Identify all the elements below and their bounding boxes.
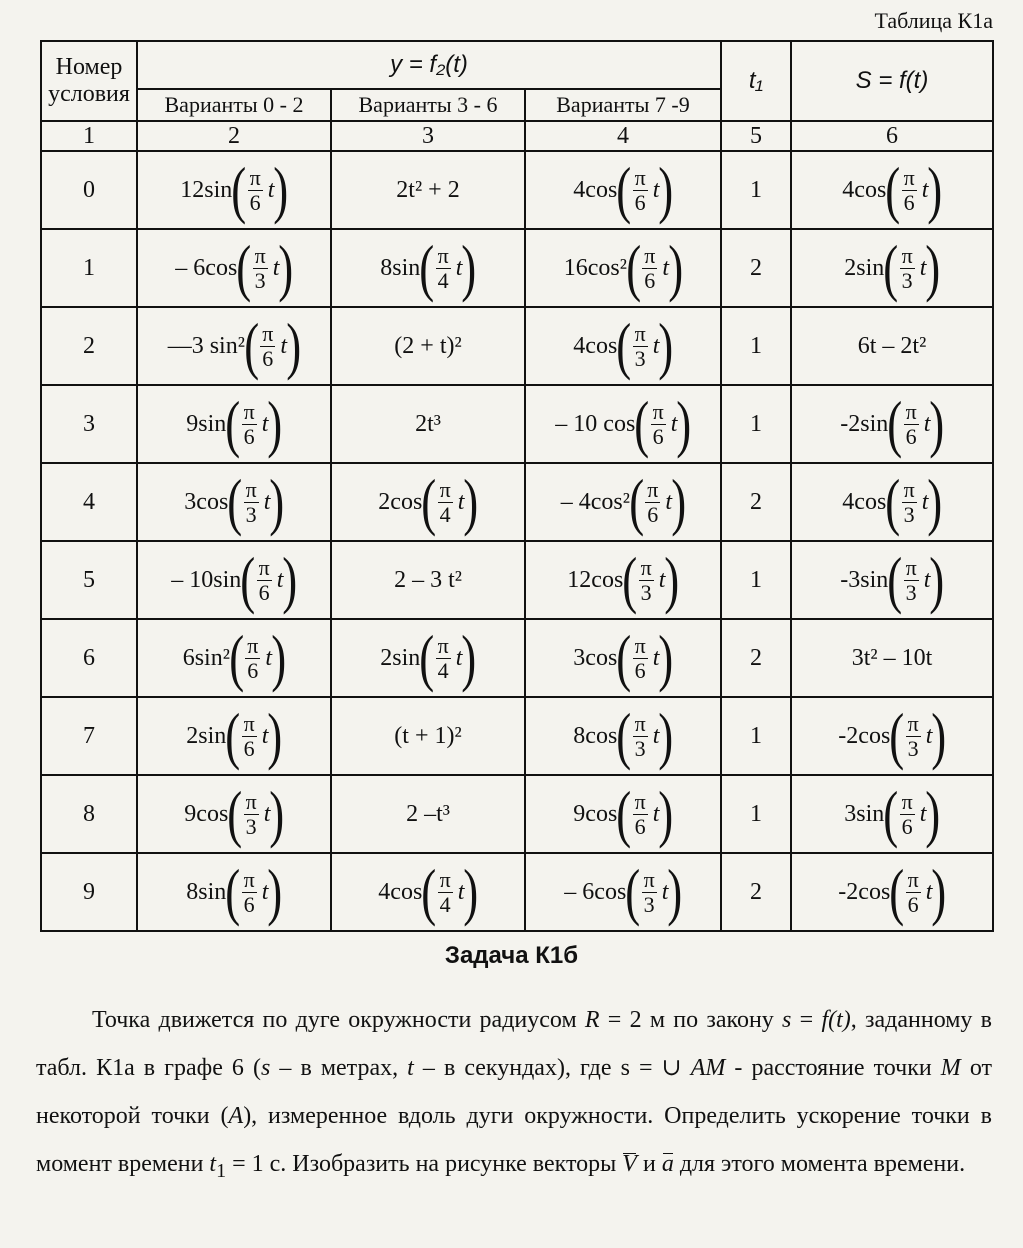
variant-0-2-cell <box>137 775 331 853</box>
table-row <box>41 697 993 775</box>
variant-0-2-cell <box>137 151 331 229</box>
table-row <box>41 775 993 853</box>
table-caption: Таблица К1а <box>874 8 993 33</box>
s-func-cell <box>791 619 993 697</box>
variant-7-9-cell <box>525 619 721 697</box>
acceleration-vector: a <box>661 1151 674 1177</box>
variant-3-6-cell <box>331 697 525 775</box>
col-number: 5 <box>721 121 791 151</box>
formula: 2cos ( $\frac{\pi}{4}$ t ) <box>378 466 479 537</box>
formula: – 6cos ( $\frac{\pi}{3}$ t ) <box>564 856 683 927</box>
variant-3-6-cell <box>331 775 525 853</box>
variant-0-2-cell <box>137 385 331 463</box>
formula-text: (t + 1)² <box>394 722 462 749</box>
header-variant-3-6: Варианты 3 - 6 <box>331 89 525 121</box>
table-row <box>41 463 993 541</box>
formula: 3sin ( $\frac{\pi}{6}$ t ) <box>844 778 941 849</box>
t1-cell: 1 <box>721 151 791 229</box>
s-func-cell <box>791 697 993 775</box>
variant-3-6-cell <box>331 541 525 619</box>
variant-7-9-cell <box>525 853 721 931</box>
s-func-cell <box>791 463 993 541</box>
variant-7-9-cell <box>525 307 721 385</box>
formula: 4cos ( $\frac{\pi}{3}$ t ) <box>573 310 674 381</box>
t1-cell: 2 <box>721 619 791 697</box>
formula: 4cos ( $\frac{\pi}{3}$ t ) <box>842 466 943 537</box>
formula: 6sin² ( $\frac{\pi}{6}$ t ) <box>182 622 287 693</box>
t1-cell: 1 <box>721 775 791 853</box>
formula: 4cos ( $\frac{\pi}{6}$ t ) <box>842 154 943 225</box>
col-number: 4 <box>525 121 721 151</box>
formula-text: (2 + t)² <box>394 332 462 359</box>
variant-0-2-cell <box>137 619 331 697</box>
formula: 2sin ( $\frac{\pi}{3}$ t ) <box>844 232 941 303</box>
variant-0-2-cell <box>137 463 331 541</box>
col-number: 2 <box>137 121 331 151</box>
variant-3-6-cell <box>331 151 525 229</box>
formula: -2cos ( $\frac{\pi}{6}$ t ) <box>838 856 947 927</box>
col-number: 6 <box>791 121 993 151</box>
formula-text: 2 – 3 t² <box>394 566 462 593</box>
variant-3-6-cell <box>331 463 525 541</box>
table-row <box>41 229 993 307</box>
col-number: 3 <box>331 121 525 151</box>
variant-0-2-cell <box>137 853 331 931</box>
variant-7-9-cell <box>525 463 721 541</box>
formula: 8cos ( $\frac{\pi}{3}$ t ) <box>573 700 674 771</box>
header-variant-7-9: Варианты 7 -9 <box>525 89 721 121</box>
header-s-func: S = f(t) <box>791 41 993 121</box>
table-row <box>41 307 993 385</box>
variant-7-9-cell <box>525 229 721 307</box>
t1-cell: 2 <box>721 229 791 307</box>
formula: -2sin ( $\frac{\pi}{6}$ t ) <box>840 388 945 459</box>
formula: 4cos ( $\frac{\pi}{6}$ t ) <box>573 154 674 225</box>
variant-0-2-cell <box>137 307 331 385</box>
variant-0-2-cell <box>137 229 331 307</box>
condition-number: 9 <box>41 853 137 931</box>
formula-text: 6t – 2t² <box>857 332 927 359</box>
variant-7-9-cell <box>525 697 721 775</box>
table-row <box>41 541 993 619</box>
column-numbers-row <box>41 121 993 151</box>
col-number: 1 <box>41 121 137 151</box>
s-func-cell <box>791 775 993 853</box>
formula: 9cos ( $\frac{\pi}{6}$ t ) <box>573 778 674 849</box>
formula: ––3 sin² ( $\frac{\pi}{6}$ t ) <box>167 310 302 381</box>
formula: 8sin ( $\frac{\pi}{6}$ t ) <box>186 856 283 927</box>
formula: 2sin ( $\frac{\pi}{6}$ t ) <box>186 700 283 771</box>
header-condition: Номер условия <box>41 41 137 121</box>
table-row <box>41 151 993 229</box>
variant-3-6-cell <box>331 385 525 463</box>
formula: 9cos ( $\frac{\pi}{3}$ t ) <box>184 778 285 849</box>
t1-cell: 1 <box>721 307 791 385</box>
table-k1a <box>40 40 994 932</box>
s-func-cell <box>791 853 993 931</box>
formula: – 6cos ( $\frac{\pi}{3}$ t ) <box>175 232 294 303</box>
header-variant-0-2: Варианты 0 - 2 <box>137 89 331 121</box>
variant-0-2-cell <box>137 697 331 775</box>
t1-cell: 1 <box>721 541 791 619</box>
formula: 2sin ( $\frac{\pi}{4}$ t ) <box>380 622 477 693</box>
variant-7-9-cell <box>525 541 721 619</box>
condition-number: 5 <box>41 541 137 619</box>
condition-number: 7 <box>41 697 137 775</box>
condition-number: 8 <box>41 775 137 853</box>
formula: 8sin ( $\frac{\pi}{4}$ t ) <box>380 232 477 303</box>
variant-3-6-cell <box>331 853 525 931</box>
formula-text: 3t² – 10t <box>851 644 933 671</box>
formula: – 10 cos ( $\frac{\pi}{6}$ t ) <box>555 388 692 459</box>
formula: 12cos ( $\frac{\pi}{3}$ t ) <box>567 544 680 615</box>
task-title: Задача К1б <box>444 942 579 969</box>
s-func-cell <box>791 541 993 619</box>
s-func-cell <box>791 151 993 229</box>
condition-number: 4 <box>41 463 137 541</box>
table-row <box>41 619 993 697</box>
formula: – 10sin ( $\frac{\pi}{6}$ t ) <box>171 544 298 615</box>
condition-number: 1 <box>41 229 137 307</box>
variant-3-6-cell <box>331 229 525 307</box>
formula: 4cos ( $\frac{\pi}{4}$ t ) <box>378 856 479 927</box>
formula-text: 2t³ <box>415 410 441 437</box>
formula: 16cos² ( $\frac{\pi}{6}$ t ) <box>563 232 684 303</box>
t1-cell: 2 <box>721 853 791 931</box>
task-text: Точка движется по дуге окружности радиусом R = 2 м по закону s = f(t), заданному в табл. К1а в графе 6 (s – в метрах, t – в секундах), где s = ∪ AM - расстояние точки M от некоторой точки (A), измеренное вдоль дуги окружности. Определить ускорение точки в момент времени $t_1 = 1$ с. Изобразить на рисунке векторы V и a для этого момента времени. <box>36 1007 993 1182</box>
formula: 12sin ( $\frac{\pi}{6}$ t ) <box>180 154 289 225</box>
formula: – 4cos² ( $\frac{\pi}{6}$ t ) <box>560 466 687 537</box>
variant-3-6-cell <box>331 619 525 697</box>
table-row <box>41 853 993 931</box>
condition-number: 2 <box>41 307 137 385</box>
table-row <box>41 385 993 463</box>
s-func-cell <box>791 229 993 307</box>
variant-7-9-cell <box>525 385 721 463</box>
formula: 9sin ( $\frac{\pi}{6}$ t ) <box>186 388 283 459</box>
variant-7-9-cell <box>525 151 721 229</box>
velocity-vector: V <box>622 1151 637 1177</box>
formula: 3cos ( $\frac{\pi}{3}$ t ) <box>184 466 285 537</box>
t1-cell: 1 <box>721 697 791 775</box>
formula: -2cos ( $\frac{\pi}{3}$ t ) <box>838 700 947 771</box>
variant-7-9-cell <box>525 775 721 853</box>
s-func-cell <box>791 307 993 385</box>
variant-0-2-cell <box>137 541 331 619</box>
condition-number: 0 <box>41 151 137 229</box>
t1-cell: 1 <box>721 385 791 463</box>
formula-text: 2 –t³ <box>406 800 450 827</box>
s-func-cell <box>791 385 993 463</box>
header-y-func: y = f₂(t) <box>137 41 721 89</box>
formula-text: 2t² + 2 <box>396 176 460 203</box>
condition-number: 3 <box>41 385 137 463</box>
variant-3-6-cell <box>331 307 525 385</box>
header-t1: t₁ <box>721 41 791 121</box>
t1-cell: 2 <box>721 463 791 541</box>
formula: -3sin ( $\frac{\pi}{3}$ t ) <box>840 544 945 615</box>
condition-number: 6 <box>41 619 137 697</box>
formula: 3cos ( $\frac{\pi}{6}$ t ) <box>573 622 674 693</box>
